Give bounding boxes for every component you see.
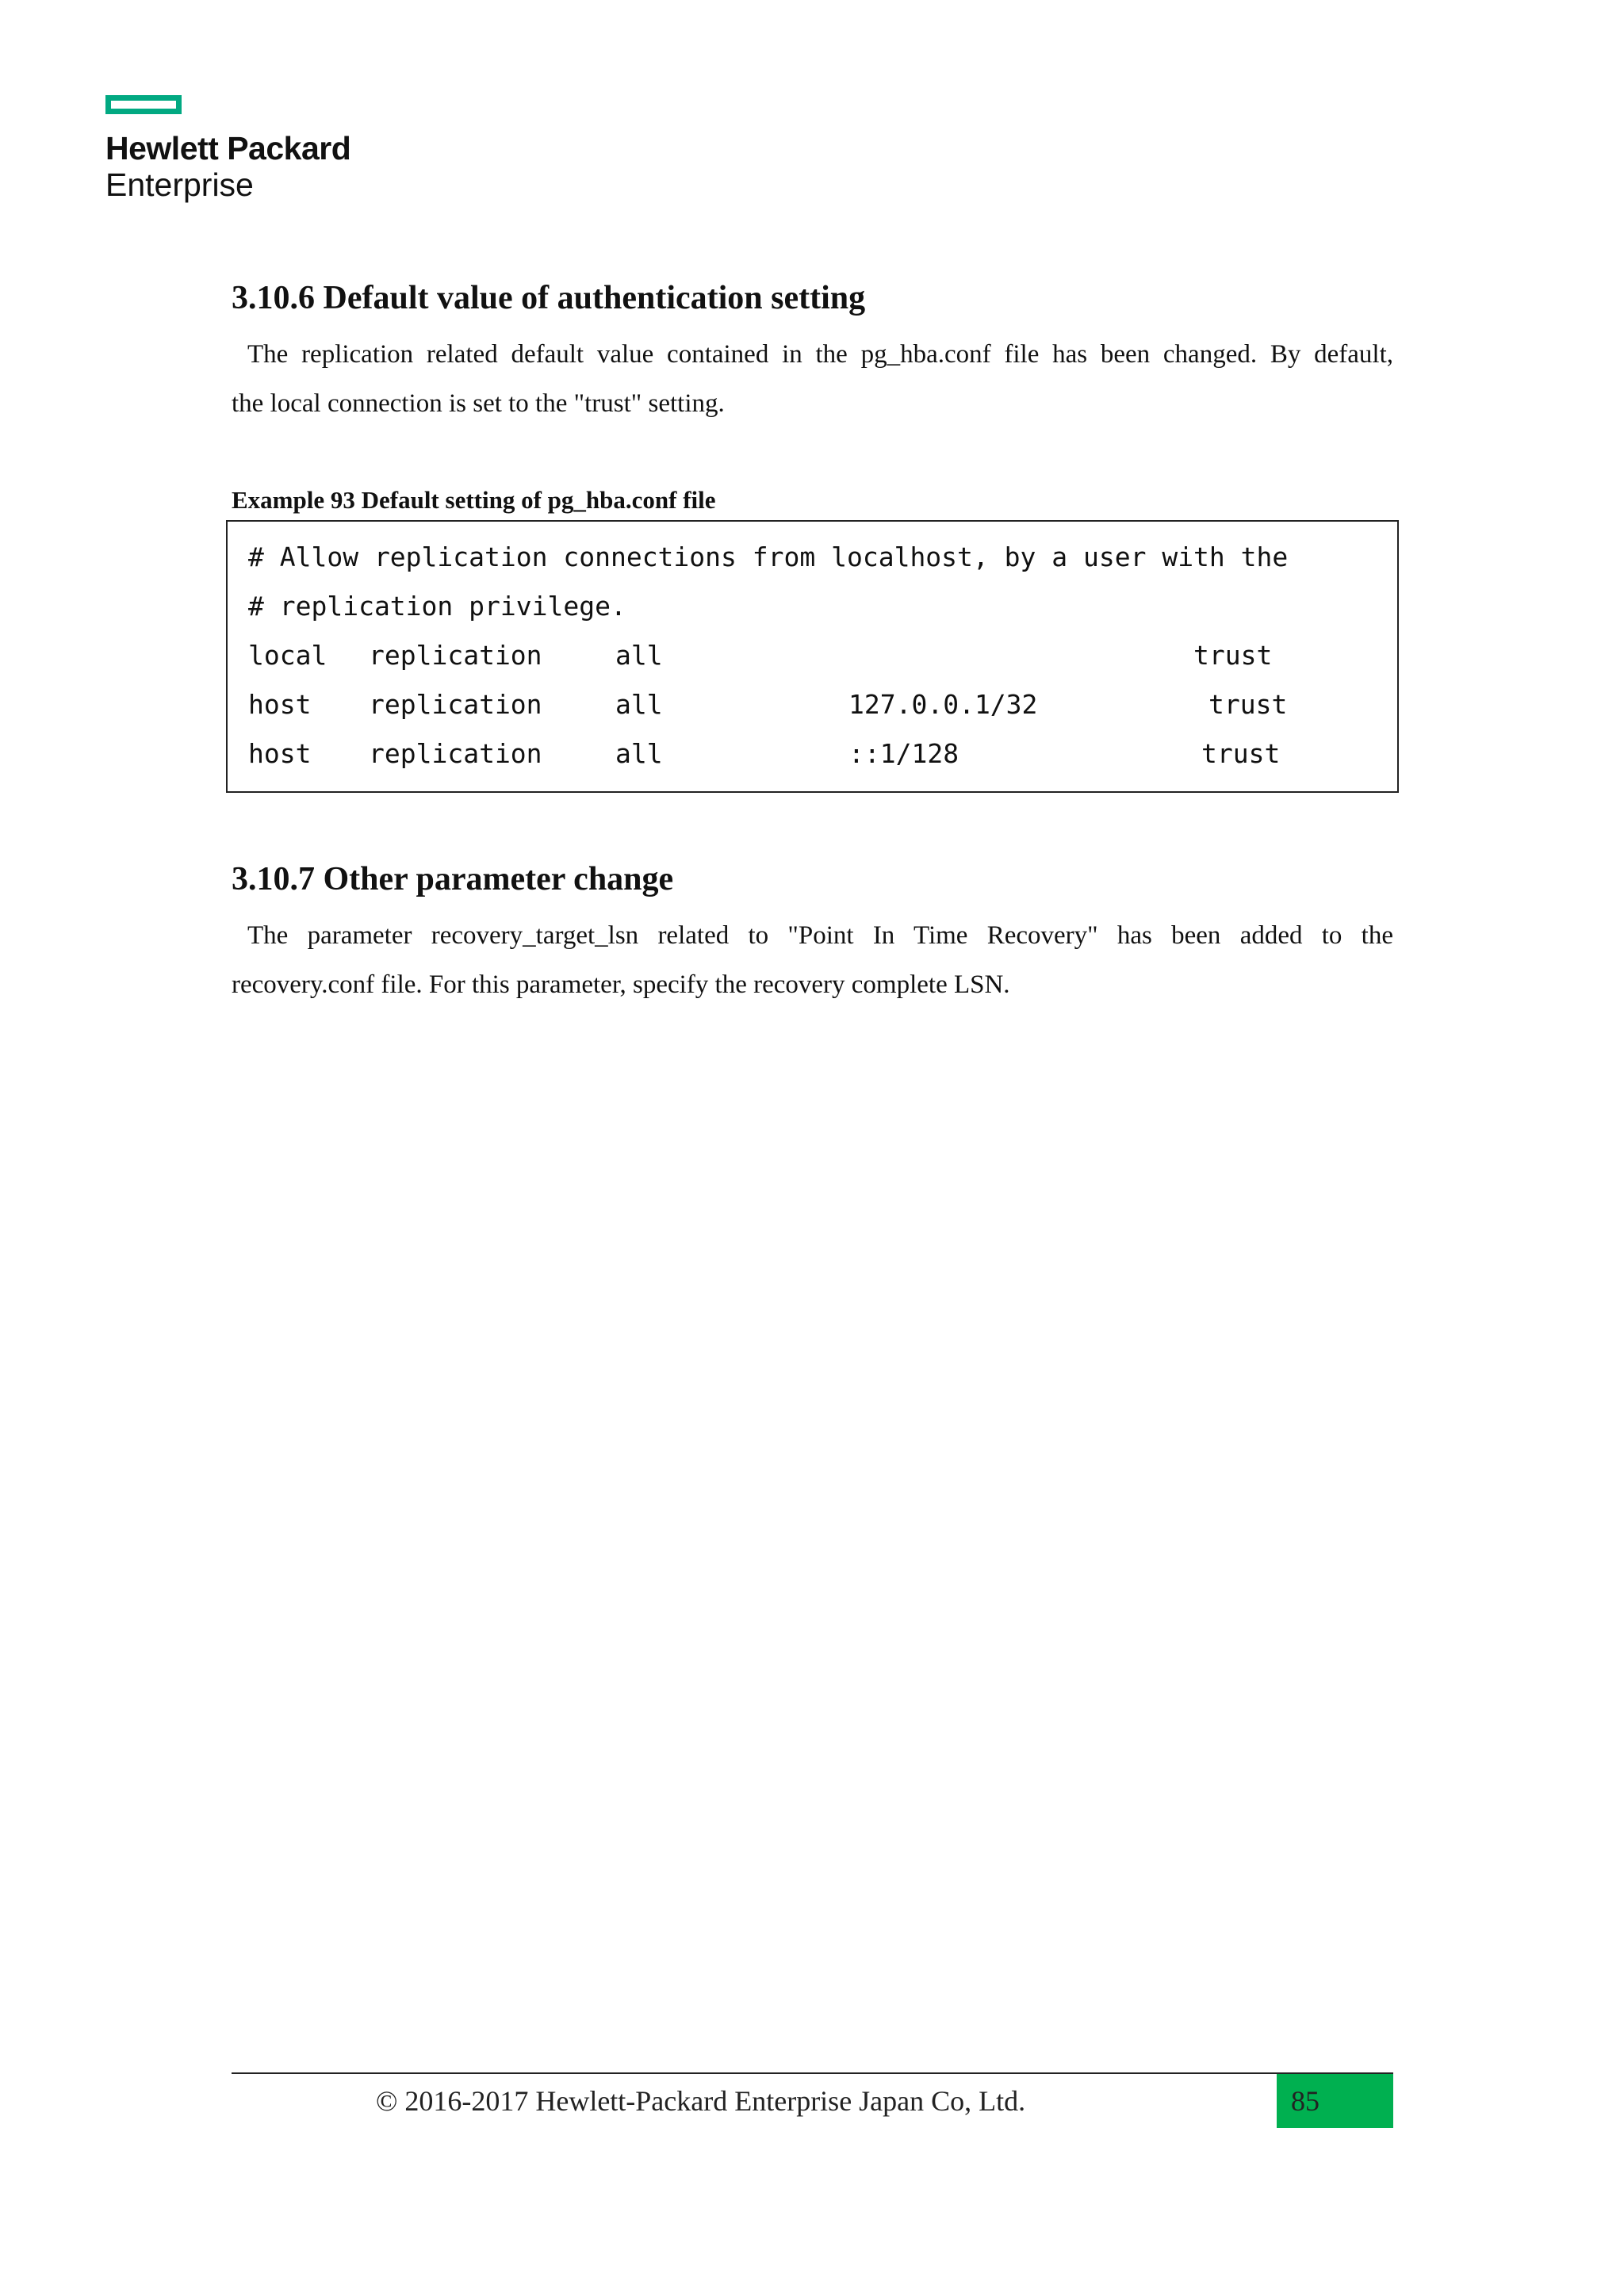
code-row-database: replication [369, 738, 542, 769]
code-row-method: trust [1201, 738, 1281, 769]
example-caption: Example 93 Default setting of pg_hba.conf file [232, 486, 716, 514]
code-row-method: trust [1193, 640, 1273, 671]
logo-text-line2: Enterprise [105, 166, 254, 203]
code-row-user: all [615, 689, 663, 720]
code-comment-line2: # replication privilege. [248, 591, 626, 622]
code-row-database: replication [369, 689, 542, 720]
code-row-address: ::1/128 [848, 738, 959, 769]
section-heading-3-10-7: 3.10.7 Other parameter change [232, 861, 674, 897]
page-number-badge [1277, 2074, 1393, 2128]
footer-divider [232, 2072, 1393, 2074]
section1-para-line1-text: The replication related default value contained in the pg_hba.conf file has been changed. By default, [247, 340, 1393, 369]
page-number: 85 [1291, 2085, 1320, 2117]
code-row-type: local [248, 640, 327, 671]
section1-para-line2: the local connection is set to the "trust" setting. [232, 389, 725, 418]
code-row-method: trust [1208, 689, 1288, 720]
code-row-user: all [615, 738, 663, 769]
logo-text-line1: Hewlett Packard [105, 130, 351, 166]
section2-para-line1-text: The parameter recovery_target_lsn related to "Point In Time Recovery" has been added to the [247, 921, 1393, 950]
code-row-type: host [248, 689, 312, 720]
footer-copyright: © 2016-2017 Hewlett-Packard Enterprise Japan Co, Ltd. [376, 2085, 1026, 2117]
code-block [226, 520, 1399, 793]
code-row-database: replication [369, 640, 542, 671]
code-row-type: host [248, 738, 312, 769]
section2-para-line2: recovery.conf file. For this parameter, specify the recovery complete LSN. [232, 970, 1010, 999]
code-row-address: 127.0.0.1/32 [848, 689, 1038, 720]
section2-para-line1 [232, 911, 1393, 960]
code-comment-line1: # Allow replication connections from localhost, by a user with the [248, 541, 1289, 572]
logo-rectangle-icon [105, 95, 182, 114]
section-heading-3-10-6: 3.10.6 Default value of authentication setting [232, 280, 866, 316]
section1-para-line1 [232, 330, 1393, 379]
code-row-user: all [615, 640, 663, 671]
company-logo [105, 95, 350, 203]
